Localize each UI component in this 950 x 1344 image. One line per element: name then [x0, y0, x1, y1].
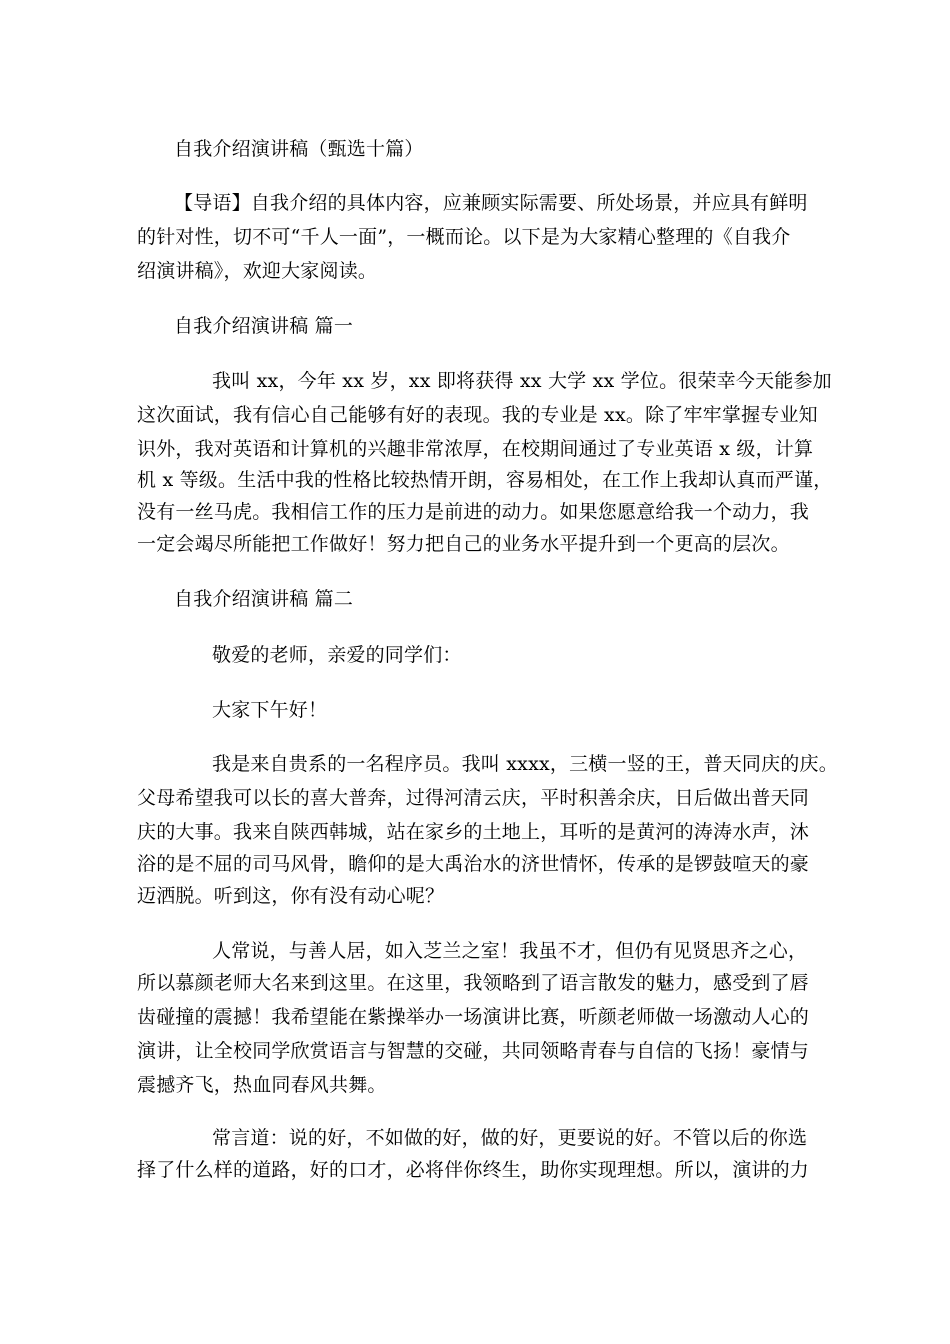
intro-line: 绍演讲稿》，欢迎大家阅读。 — [137, 260, 378, 282]
section2-para3-line: 择了什么样的道路，好的口才，必将伴你终生，助你实现理想。所以，演讲的力 — [137, 1159, 810, 1181]
document-title: 自我介绍演讲稿（甄选十篇） — [174, 138, 424, 160]
section2-para2-line: 所以慕颜老师大名来到这里。在这里，我领略到了语言散发的魅力，感受到了唇 — [137, 972, 810, 994]
section2-para2-line: 震撼齐飞，热血同春风共舞。 — [137, 1074, 387, 1096]
section2-para1-line: 父母希望我可以长的喜大普奔，过得河清云庆，平时积善余庆，日后做出普天同 — [137, 787, 810, 809]
intro-line: 【导语】自我介绍的具体内容，应兼顾实际需要、所处场景，并应具有鲜明 — [174, 192, 808, 214]
section1-line: 没有一丝马虎。我相信工作的压力是前进的动力。如果您愿意给我一个动力，我 — [137, 501, 810, 523]
section2-para3-line: 常言道：说的好，不如做的好，做的好，更要说的好。不管以后的你选 — [212, 1127, 808, 1149]
section1-line: 我叫 xx，今年 xx 岁，xx 即将获得 xx 大学 xx 学位。很荣幸今天能参加 — [212, 370, 832, 392]
section2-para1-line: 庆的大事。我来自陕西韩城，站在家乡的土地上，耳听的是黄河的涛涛水声，沐 — [137, 821, 810, 843]
section2-para2-line: 齿碰撞的震撼！我希望能在紫操举办一场演讲比赛，听颜老师做一场激动人心的 — [137, 1006, 810, 1028]
section1-line: 一定会竭尽所能把工作做好！努力把自己的业务水平提升到一个更高的层次。 — [137, 533, 790, 555]
section2-para2-line: 演讲，让全校同学欣赏语言与智慧的交碰，共同领略青春与自信的飞扬！豪情与 — [137, 1040, 810, 1062]
section2-heading: 自我介绍演讲稿 篇二 — [174, 588, 354, 610]
section1-line: 机 x 等级。生活中我的性格比较热情开朗，容易相处，在工作上我却认真而严谨， — [137, 469, 833, 491]
section1-heading: 自我介绍演讲稿 篇一 — [174, 315, 354, 337]
section2-para2-line: 人常说，与善人居，如入芝兰之室！我虽不才，但仍有见贤思齐之心， — [212, 940, 808, 962]
section1-line: 识外，我对英语和计算机的兴趣非常浓厚，在校期间通过了专业英语 x 级，计算 — [137, 438, 814, 460]
section2-para1-line: 我是来自贵系的一名程序员。我叫 xxxx，三横一竖的王，普天同庆的庆。 — [212, 753, 838, 775]
hello-line: 大家下午好！ — [212, 699, 328, 721]
section1-line: 这次面试，我有信心自己能够有好的表现。我的专业是 xx。除了牢牢掌握专业知 — [137, 404, 818, 426]
intro-line: 的针对性，切不可“千人一面”，一概而论。以下是为大家精心整理的《自我介 — [137, 226, 791, 248]
section2-para1-line: 浴的是不屈的司马风骨，瞻仰的是大禹治水的济世情怀，传承的是锣鼓喧天的豪 — [137, 853, 810, 875]
greeting: 敬爱的老师，亲爱的同学们： — [212, 644, 462, 666]
section2-para1-line: 迈洒脱。听到这，你有没有动心呢？ — [137, 885, 445, 907]
